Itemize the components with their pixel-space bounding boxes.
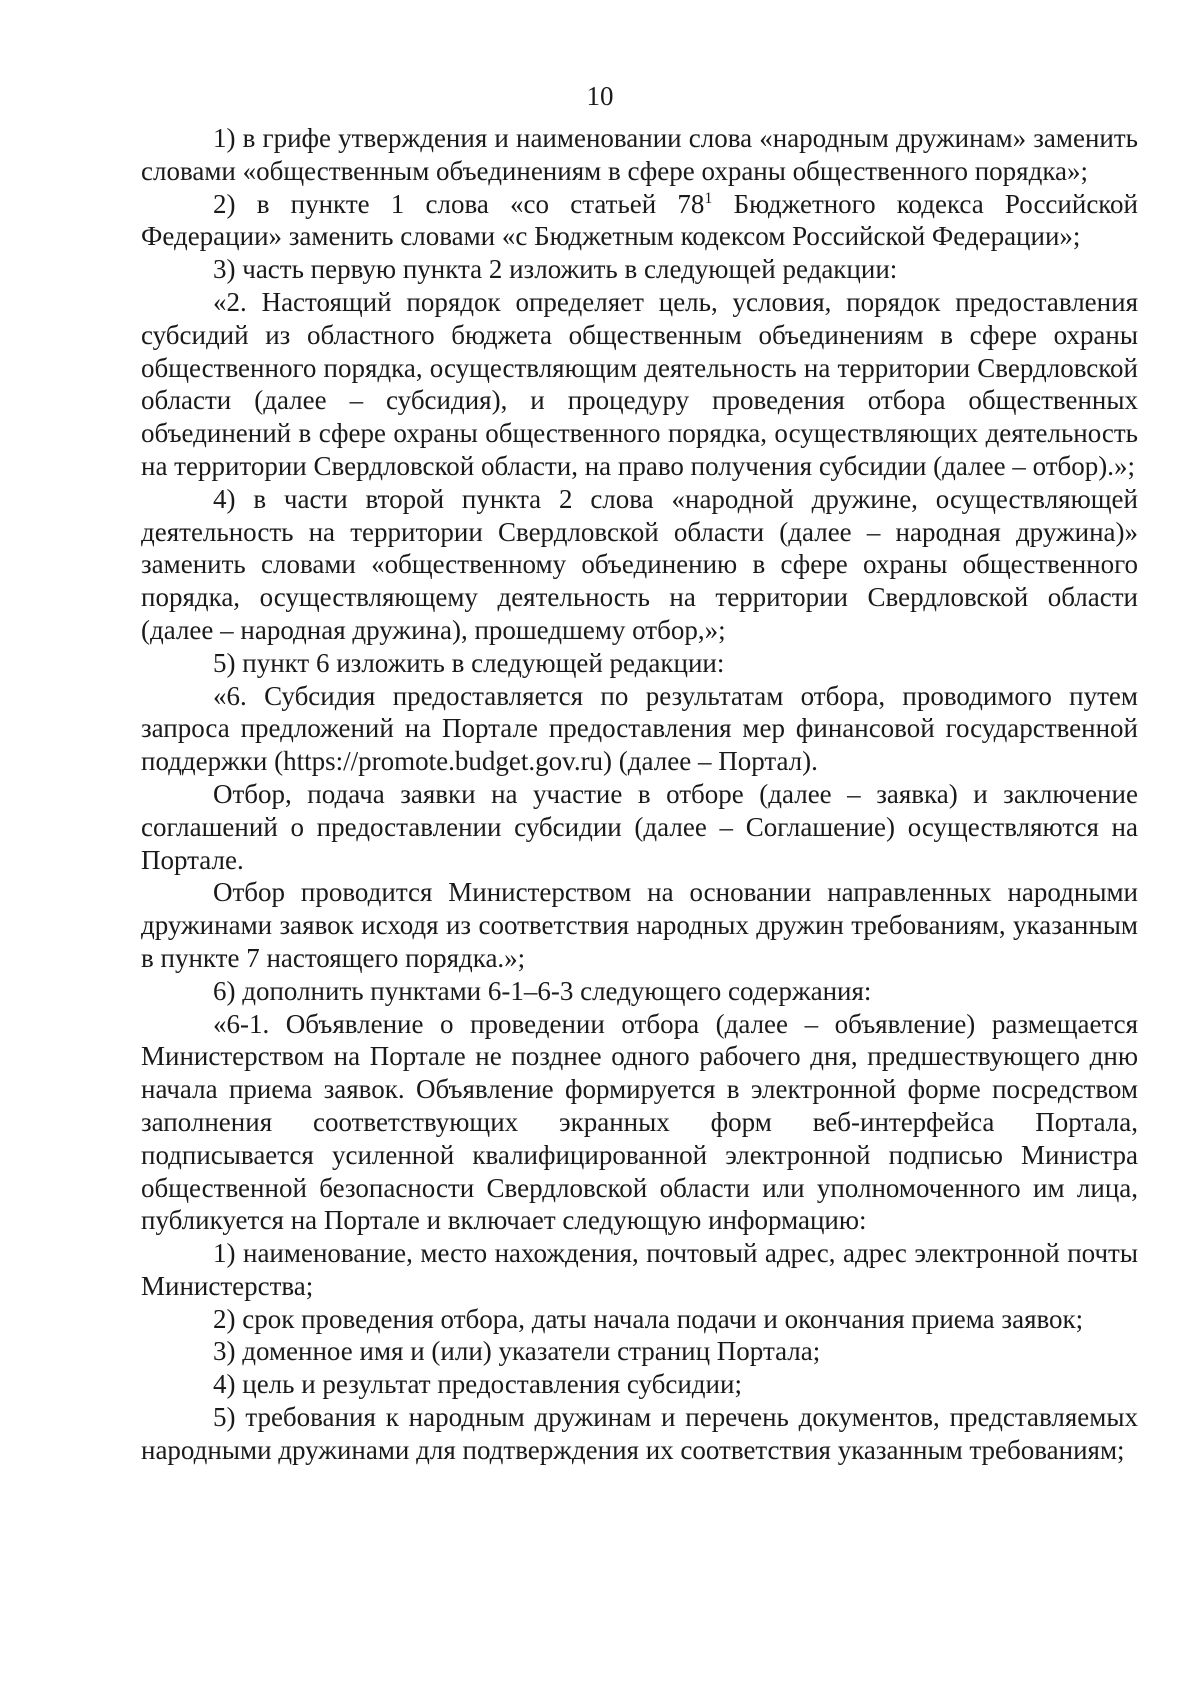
paragraph-8: Отбор, подача заявки на участие в отборе (далее – заявка) и заключение соглашений о предоставлении субсидии (далее – Соглашение) осуществляются на Портале. <box>141 778 1138 875</box>
paragraph-14: 3) доменное имя и (или) указатели страниц Портала; <box>213 1336 821 1367</box>
paragraph-2 <box>141 188 1138 254</box>
paragraph-10: 6) дополнить пунктами 6-1–6-3 следующего содержания: <box>213 975 872 1006</box>
paragraph-6: 5) пункт 6 изложить в следующей редакции: <box>213 647 725 678</box>
paragraph-9: Отбор проводится Министерством на основании направленных народными дружинами заявок исходя из соответствия народных дружин требованиям, указанным в пункте 7 настоящего порядка.»; <box>141 877 1138 973</box>
paragraph-5: 4) в части второй пункта 2 слова «народной дружине, осуществляющей деятельность на территории Свердловской области (далее – народная дружина)» заменить словами «общественному объединению в сфере охраны общественного порядка, осуществляющему деятельность на территории Свердловской области (далее – народная дружина), прошедшему отбор,»; <box>141 483 1138 645</box>
paragraph-16: 5) требования к народным дружинам и перечень документов, представляемых народными дружинами для подтверждения их соответствия указанным требованиям; <box>141 1402 1138 1465</box>
paragraph-12: 1) наименование, место нахождения, почтовый адрес, адрес электронной почты Министерства; <box>141 1238 1138 1301</box>
page-number: 10 <box>586 81 614 111</box>
paragraph-1: 1) в грифе утверждения и наименовании слова «народным дружинам» заменить словами «общественным объединениям в сфере охраны общественного порядка»; <box>141 123 1138 186</box>
paragraph-2-text-end: Бюджетного кодекса Российской Федерации» заменить словами «с Бюджетным кодексом Российской Федерации»; <box>141 188 1138 252</box>
paragraph-3: 3) часть первую пункта 2 изложить в следующей редакции: <box>213 254 898 285</box>
document-body <box>141 122 1138 1467</box>
paragraph-13: 2) срок проведения отбора, даты начала подачи и окончания приема заявок; <box>213 1303 1084 1334</box>
paragraph-2-text-start: 2) в пункте 1 слова «со статьей 78 <box>213 188 705 219</box>
article-superscript: 1 <box>704 189 713 207</box>
paragraph-11: «6-1. Объявление о проведении отбора (далее – объявление) размещается Министерством на Портале не позднее одного рабочего дня, предшествующего дню начала приема заявок. Объявление формируется в электронной форме посредством заполнения соответствующих экранных форм веб-интерфейса Портала, подписывается усиленной квалифицированной электронной подписью Министра общественной безопасности Свердловской области или уполномоченного им лица, публикуется на Портале и включает следующую информацию: <box>141 1008 1138 1236</box>
paragraph-7: «6. Субсидия предоставляется по результатам отбора, проводимого путем запроса предложений на Портале предоставления мер финансовой государственной поддержки (https://promote.budget.gov.ru) (далее – Портал). <box>141 680 1138 777</box>
paragraph-4: «2. Настоящий порядок определяет цель, условия, порядок предоставления субсидий из областного бюджета общественным объединениям в сфере охраны общественного порядка, осуществляющим деятельность на территории Свердловской области (далее – субсидия), и процедуру проведения отбора общественных объединений в сфере охраны общественного порядка, осуществляющих деятельность на территории Свердловской области, на право получения субсидии (далее – отбор).»; <box>141 286 1138 481</box>
paragraph-15: 4) цель и результат предоставления субсидии; <box>213 1369 742 1400</box>
